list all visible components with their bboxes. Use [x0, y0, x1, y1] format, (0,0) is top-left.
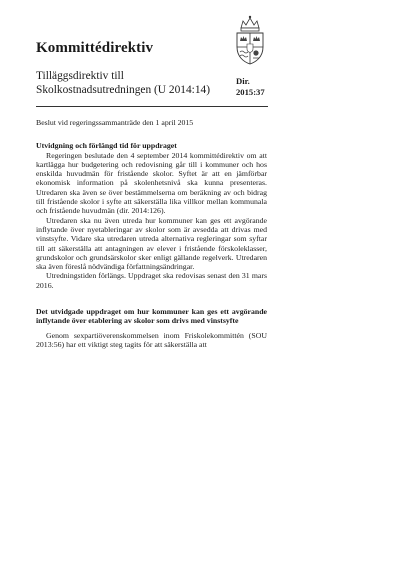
section-heading-extension: Utvidgning och förlängd tid för uppdraget	[36, 141, 177, 151]
body-paragraph: Utredningstiden förlängs. Uppdraget ska redovisas senast den 31 mars 2016.	[36, 271, 267, 290]
body-paragraph: Regeringen beslutade den 4 september 2014 kommittédirektiv om att kartlägga hur budgetering och redovisning går till i kommuner och hos enskilda huvudmän för fristående skolor. Syftet är att en jämförbar ekonomisk information på skolenhetsnivå ska kunna presenteras. Utredaren ska även se över bestämmelserna om beräkning av och bidrag till fristående skolor i syfte att säkerställa lika villkor mellan kommunala och fristående huvudmän (dir. 2014:126).	[36, 150, 267, 216]
body-paragraph: Utredaren ska nu även utreda hur kommuner kan ges ett avgörande inflytande över nyetableringar av skolor som är avsedda att drivas med vinstsyfte. Vidare ska utredaren utreda alternativa regleringar som syftar till att säkerställa att antagningen av elever i fristående förskoleklasser, grundskolor och grundsärskolor sker enligt gällande regelverk. Utredaren ska även föreslå nödvändiga författningsändringar.	[36, 215, 267, 272]
document-subtitle: Tilläggsdirektiv till Skolkostnadsutredningen (U 2014:14)	[36, 70, 211, 96]
header-divider	[36, 106, 268, 107]
decision-line: Beslut vid regeringssammanträde den 1 april 2015	[36, 118, 194, 127]
directive-number-block	[236, 76, 276, 98]
section-heading-municipal-influence: Det utvidgade uppdraget om hur kommuner kan ges ett avgörande inflytande över etablering av skolor som drivs med vinstsyfte	[36, 307, 267, 326]
coat-of-arms-icon	[232, 14, 268, 68]
dir-number: 2015:37	[236, 87, 265, 97]
document-body	[36, 118, 267, 349]
document-type-title: Kommittédirektiv	[36, 40, 154, 56]
dir-label: Dir.	[236, 76, 250, 86]
body-paragraph: Genom sexpartiöverenskommelsen inom Friskolekommittén (SOU 2013:56) har ett viktigt steg tagits för att säkerställa att	[36, 330, 267, 349]
